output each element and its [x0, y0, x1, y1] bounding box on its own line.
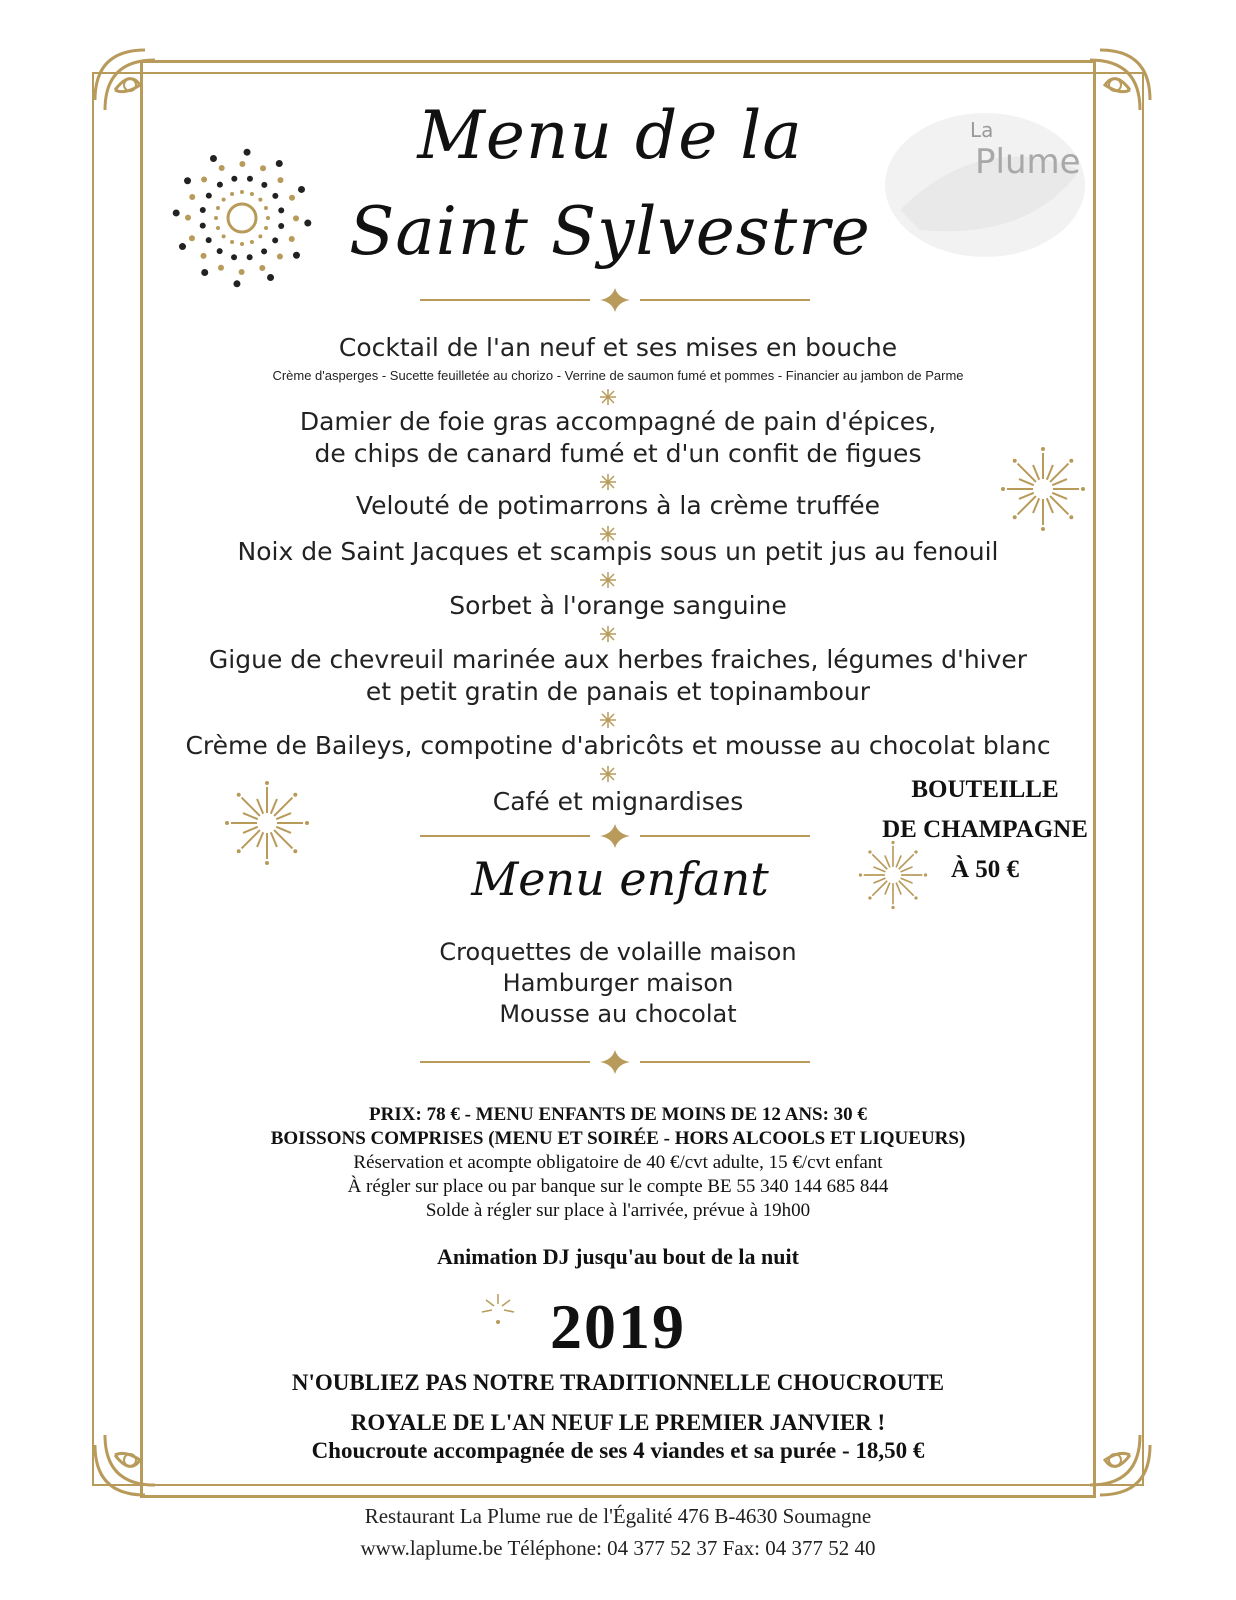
champagne-offer — [850, 770, 1120, 890]
sparkle-burst-icon — [224, 780, 310, 866]
reservation-line: Réservation et acompte obligatoire de 40 €/cvt adulte, 15 €/cvt enfant — [353, 1152, 883, 1173]
star-separator-icon — [598, 624, 618, 644]
course-veloute: Velouté de potimarrons à la crème truffée — [355, 491, 881, 520]
drinks-line: BOISSONS COMPRISES (MENU ET SOIRÉE - HORS ALCOOLS ET LIQUEURS) — [270, 1128, 966, 1149]
divider-bottom — [420, 1050, 810, 1074]
price-line: PRIX: 78 € - MENU ENFANTS DE MOINS DE 12 ANS: 30 € — [369, 1104, 867, 1125]
course-sorbet: Sorbet à l'orange sanguine — [449, 591, 787, 620]
title-line-2: Saint Sylvestre — [349, 193, 871, 270]
page-title — [330, 88, 890, 280]
course-chevreuil-line1: Gigue de chevreuil marinée aux herbes fraiches, légumes d'hiver — [208, 645, 1028, 674]
la-plume-logo — [880, 90, 1100, 270]
logo-plume-text: Plume — [975, 142, 1081, 182]
star-separator-icon — [598, 570, 618, 590]
corner-ornament-top-left — [85, 40, 175, 130]
star-separator-icon — [598, 710, 618, 730]
kids-item: Hamburger maison — [502, 969, 734, 997]
dj-animation: Animation DJ jusqu'au bout de la nuit — [437, 1244, 799, 1269]
firework-dots-icon — [172, 148, 312, 288]
choucroute-line2: ROYALE DE L'AN NEUF LE PREMIER JANVIER ! — [350, 1410, 886, 1435]
sparkle-burst-icon — [1000, 446, 1086, 532]
choucroute-line1: N'OUBLIEZ PAS NOTRE TRADITIONNELLE CHOUCROUTE — [291, 1370, 945, 1395]
star-separator-icon — [598, 472, 618, 492]
star-separator-icon — [598, 764, 618, 784]
course-chevreuil-line2: et petit gratin de panais et topinambour — [365, 677, 871, 706]
balance-line: Solde à régler sur place à l'arrivée, prévue à 19h00 — [425, 1200, 811, 1221]
title-line-1: Menu de la — [417, 97, 803, 174]
divider-top — [420, 288, 810, 312]
champagne-line1: BOUTEILLE — [911, 776, 1059, 803]
course-cocktail: Cocktail de l'an neuf et ses mises en bouche — [338, 333, 898, 362]
course-baileys: Crème de Baileys, compotine d'abricôts et mousse au chocolat blanc — [185, 731, 1051, 760]
year-text: 2019 — [550, 1291, 686, 1362]
payment-line: À régler sur place ou par banque sur le compte BE 55 340 144 685 844 — [347, 1176, 889, 1197]
course-cocktail-detail: Crème d'asperges - Sucette feuilletée au chorizo - Verrine de saumon fumé et pommes - Financier au jambon de Parme — [272, 368, 964, 383]
divider-middle — [420, 824, 810, 848]
champagne-price: À 50 € — [950, 856, 1020, 883]
footer-address: Restaurant La Plume rue de l'Égalité 476 B-4630 Soumagne — [364, 1504, 872, 1528]
course-saint-jacques: Noix de Saint Jacques et scampis sous un petit jus au fenouil — [237, 537, 999, 566]
course-cafe: Café et mignardises — [492, 787, 744, 816]
kids-item: Croquettes de volaille maison — [439, 938, 797, 966]
star-separator-icon — [598, 387, 618, 407]
footer-contact: www.laplume.be Téléphone: 04 377 52 37 Fax: 04 377 52 40 — [360, 1536, 876, 1560]
choucroute-line3: Choucroute accompagnée de ses 4 viandes et sa purée - 18,50 € — [311, 1438, 925, 1463]
champagne-line2: DE CHAMPAGNE — [882, 816, 1088, 843]
course-foie-gras-line2: de chips de canard fumé et d'un confit de figues — [314, 439, 922, 468]
kids-item: Mousse au chocolat — [499, 1000, 737, 1028]
menu-enfant-title: Menu enfant — [471, 852, 769, 906]
course-foie-gras-line1: Damier de foie gras accompagné de pain d'épices, — [299, 407, 937, 436]
logo-la-text: La — [970, 118, 994, 142]
